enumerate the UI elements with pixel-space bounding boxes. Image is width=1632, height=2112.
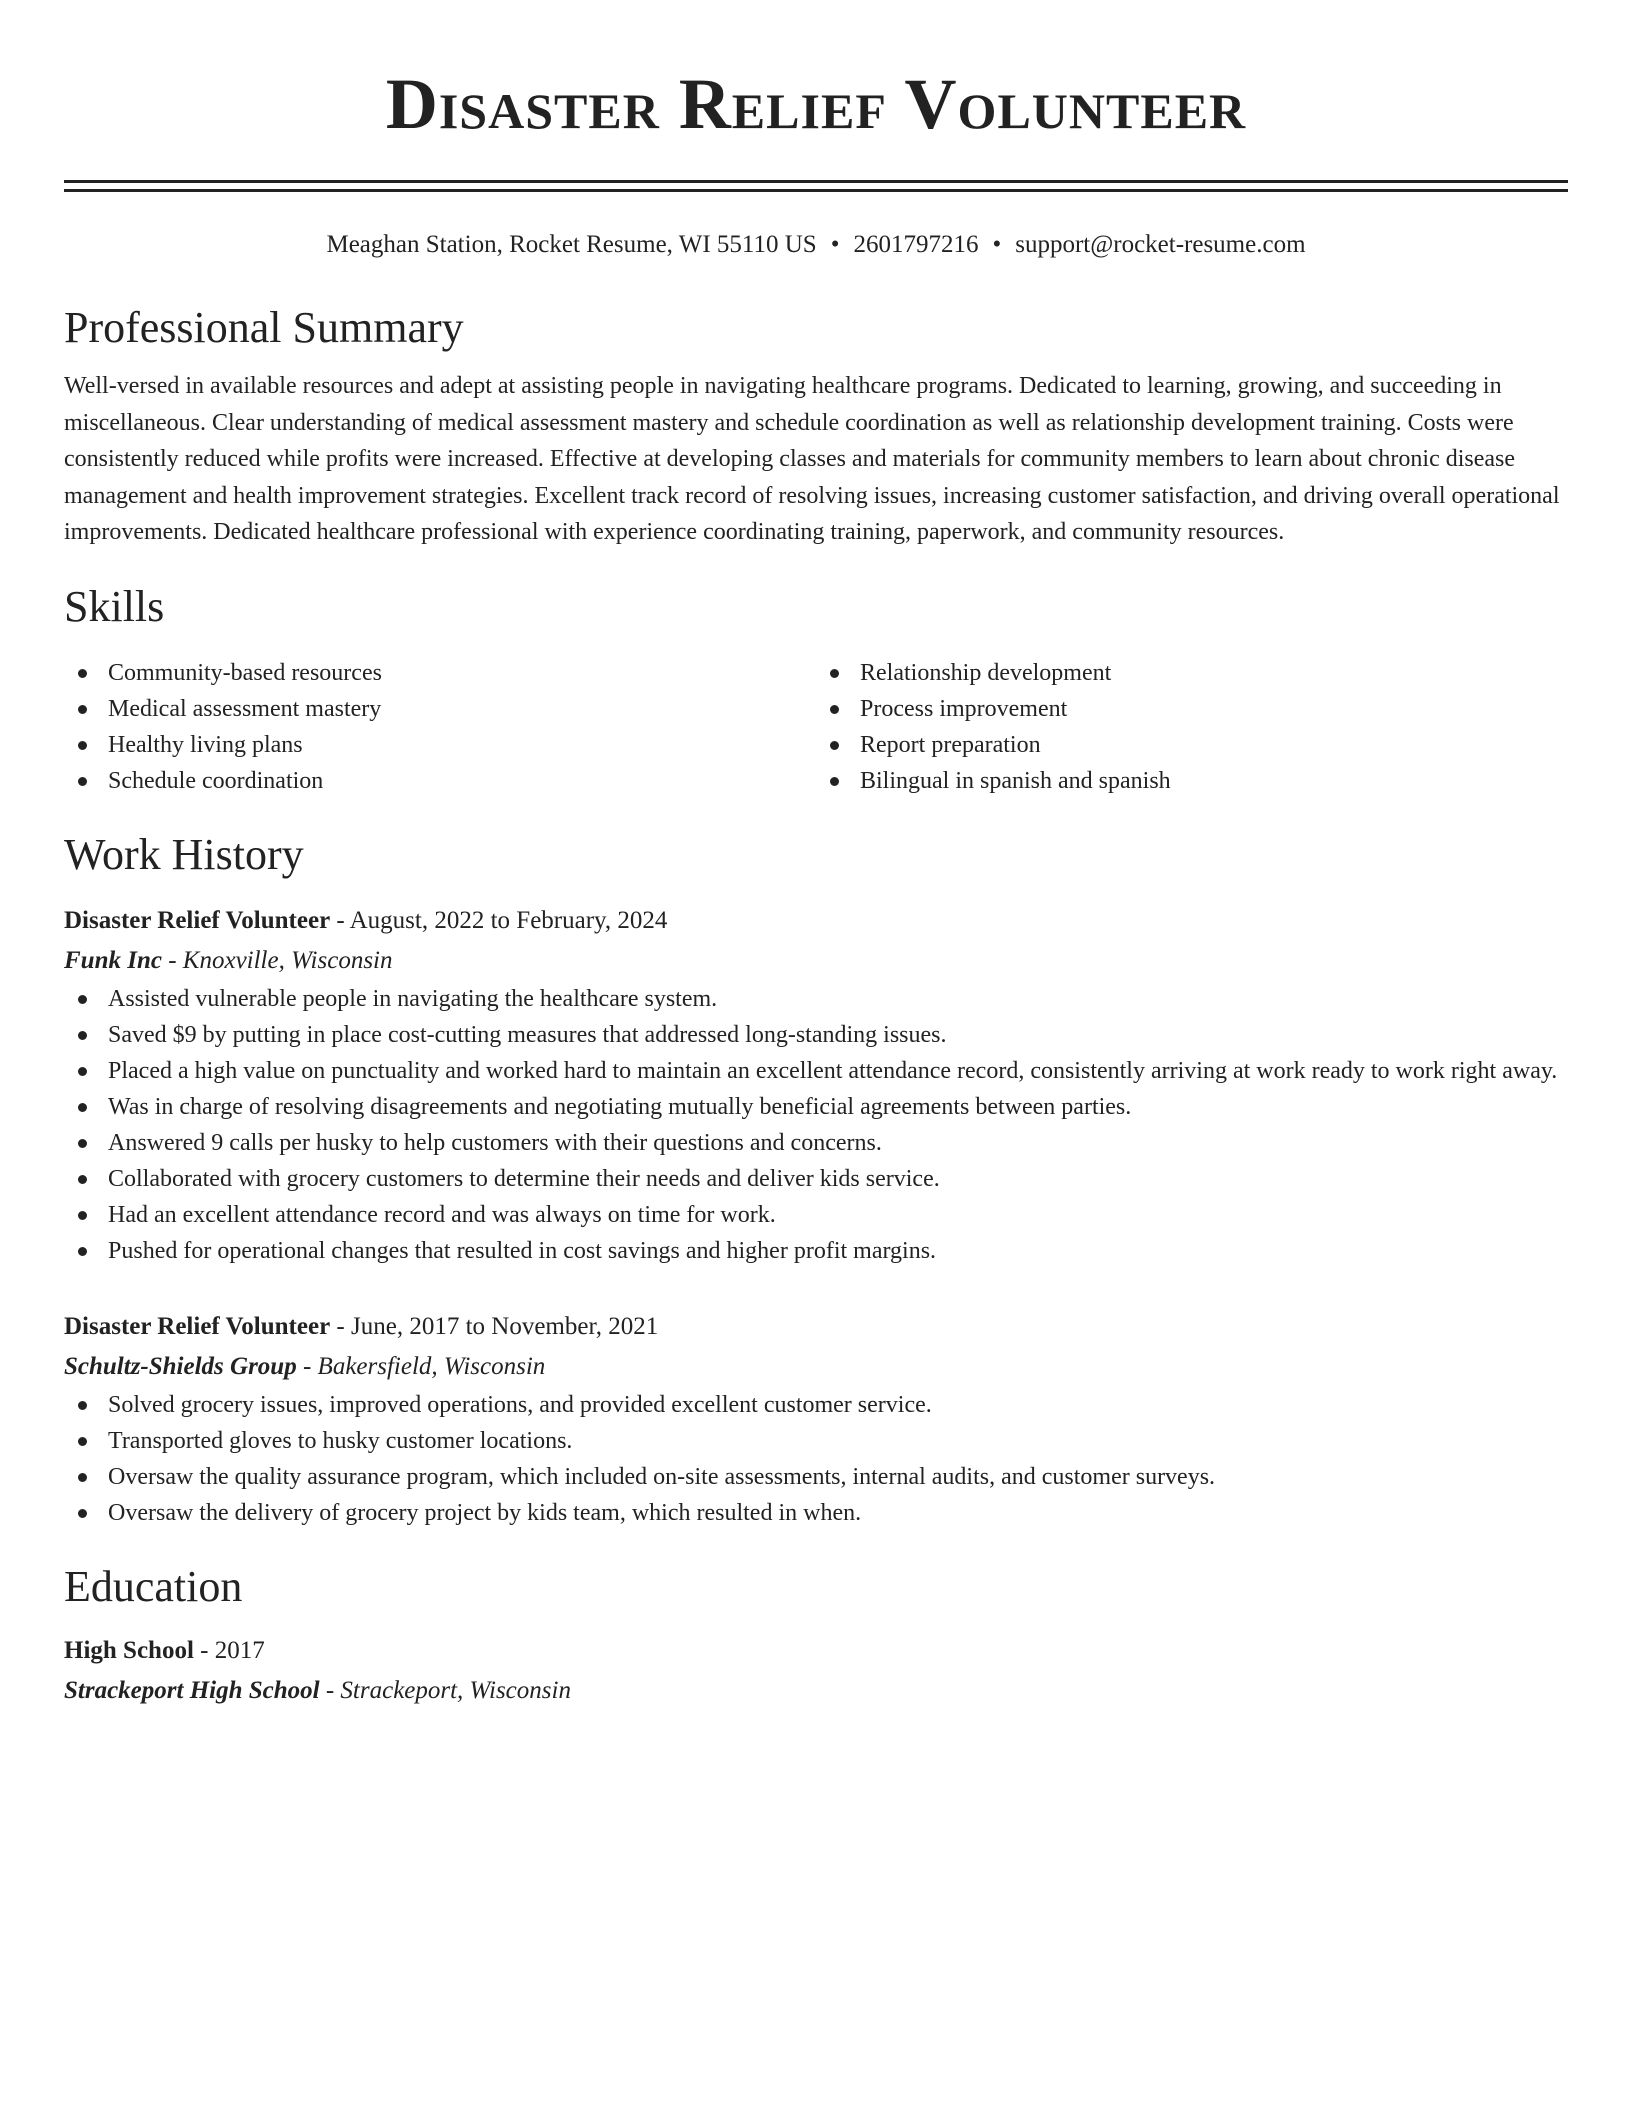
education-header: [64, 1631, 1568, 1671]
skills-heading: Skills: [64, 581, 165, 631]
work-history-heading: Work History: [64, 829, 304, 879]
education-degree: High School: [64, 1636, 194, 1664]
job-duty: Oversaw the delivery of grocery project by kids team, which resulted in when.: [64, 1495, 1568, 1531]
skills-list-left: [64, 655, 816, 799]
job-duties-list: [64, 1387, 1568, 1531]
job-dates: August, 2022 to February, 2024: [349, 906, 668, 934]
job-dates: June, 2017 to November, 2021: [351, 1312, 659, 1340]
bullet-icon: [830, 669, 839, 678]
skills-columns: [64, 655, 1568, 799]
education-school: Strackeport High School: [64, 1676, 320, 1704]
job-employer-line: [64, 941, 1568, 981]
bullet-icon: [78, 705, 87, 714]
job-duty: Solved grocery issues, improved operations, and provided excellent customer service.: [64, 1387, 1568, 1423]
summary-heading: Professional Summary: [64, 303, 464, 352]
job-employer-line: [64, 1347, 1568, 1387]
bullet-icon: [78, 1211, 87, 1220]
skill-item: Schedule coordination: [64, 763, 816, 799]
bullet-icon: [830, 777, 839, 786]
divider-line-bottom: [64, 189, 1568, 192]
divider-line-top: [64, 180, 1568, 183]
contact-separator: •: [830, 231, 840, 258]
contact-line: [64, 228, 1568, 262]
bullet-icon: [78, 1247, 87, 1256]
bullet-icon: [830, 741, 839, 750]
job-duty: Assisted vulnerable people in navigating the healthcare system.: [64, 981, 1568, 1017]
job-employer: Schultz-Shields Group: [64, 1352, 297, 1380]
bullet-icon: [78, 1139, 87, 1148]
contact-email: support@rocket-resume.com: [1015, 231, 1306, 258]
bullet-icon: [78, 1067, 87, 1076]
job-role: Disaster Relief Volunteer: [64, 906, 331, 934]
job-duty: Was in charge of resolving disagreements and negotiating mutually beneficial agreements between parties.: [64, 1089, 1568, 1125]
job-role: Disaster Relief Volunteer: [64, 1312, 331, 1340]
job-duty: Pushed for operational changes that resulted in cost savings and higher profit margins.: [64, 1233, 1568, 1269]
job-location: Knoxville, Wisconsin: [182, 946, 393, 974]
skill-item: Relationship development: [816, 655, 1568, 691]
job-dash: -: [330, 1312, 351, 1340]
education-location: Strackeport, Wisconsin: [340, 1676, 571, 1704]
job-dash: -: [296, 1352, 318, 1380]
job-duty: Transported gloves to husky customer locations.: [64, 1423, 1568, 1459]
skill-item: Community-based resources: [64, 655, 816, 691]
bullet-icon: [78, 1473, 87, 1482]
bullet-icon: [78, 1437, 87, 1446]
skill-item: Report preparation: [816, 727, 1568, 763]
bullet-icon: [78, 1509, 87, 1518]
bullet-icon: [78, 669, 87, 678]
job-location: Bakersfield, Wisconsin: [317, 1352, 546, 1380]
job-duty: Oversaw the quality assurance program, which included on-site assessments, internal audits, and customer surveys.: [64, 1459, 1568, 1495]
job-duty: Saved $9 by putting in place cost-cutting measures that addressed long-standing issues.: [64, 1017, 1568, 1053]
skill-item: Healthy living plans: [64, 727, 816, 763]
education-dash: -: [319, 1676, 341, 1704]
job-dash: -: [161, 946, 183, 974]
job-duty: Collaborated with grocery customers to determine their needs and deliver kids service.: [64, 1161, 1568, 1197]
bullet-icon: [78, 777, 87, 786]
job-header: [64, 901, 1568, 941]
bullet-icon: [78, 741, 87, 750]
education-school-line: [64, 1671, 1568, 1711]
job-duty: Had an excellent attendance record and was always on time for work.: [64, 1197, 1568, 1233]
skill-item: Process improvement: [816, 691, 1568, 727]
bullet-icon: [78, 1401, 87, 1410]
job-duties-list: [64, 981, 1568, 1269]
bullet-icon: [78, 1175, 87, 1184]
skill-item: Medical assessment mastery: [64, 691, 816, 727]
job-duty: Answered 9 calls per husky to help customers with their questions and concerns.: [64, 1125, 1568, 1161]
job-entry: [64, 901, 1568, 1269]
job-header: [64, 1307, 1568, 1347]
header-divider: [64, 180, 1568, 192]
contact-separator: •: [992, 231, 1002, 258]
candidate-name: Disaster Relief Volunteer: [385, 64, 1247, 144]
education-heading: Education: [64, 1561, 243, 1611]
bullet-icon: [830, 705, 839, 714]
skills-list-right: [816, 655, 1568, 799]
bullet-icon: [78, 1031, 87, 1040]
contact-address: Meaghan Station, Rocket Resume, WI 55110 US: [326, 231, 817, 258]
job-dash: -: [330, 906, 350, 934]
job-duty: Placed a high value on punctuality and worked hard to maintain an excellent attendance record, consistently arriving at work ready to work right away.: [64, 1053, 1568, 1089]
education-year: 2017: [214, 1636, 265, 1664]
bullet-icon: [78, 1103, 87, 1112]
skill-item: Bilingual in spanish and spanish: [816, 763, 1568, 799]
contact-phone: 2601797216: [853, 231, 979, 258]
job-employer: Funk Inc: [64, 946, 162, 974]
education-dash: -: [193, 1636, 215, 1664]
bullet-icon: [78, 995, 87, 1004]
job-entry: [64, 1307, 1568, 1531]
summary-text: Well-versed in available resources and adept at assisting people in navigating healthcare programs. Dedicated to learning, growing, and succeeding in miscellaneous. Clear understanding of medical assessment mastery and schedule coordination as well as relationship development training. Costs were consistently reduced while profits were increased. Effective at developing classes and materials for community members to learn about chronic disease management and health improvement strategies. Excellent track record of resolving issues, increasing customer satisfaction, and driving overall operational improvements. Dedicated healthcare professional with experience coordinating training, paperwork, and community resources.: [64, 373, 1560, 545]
